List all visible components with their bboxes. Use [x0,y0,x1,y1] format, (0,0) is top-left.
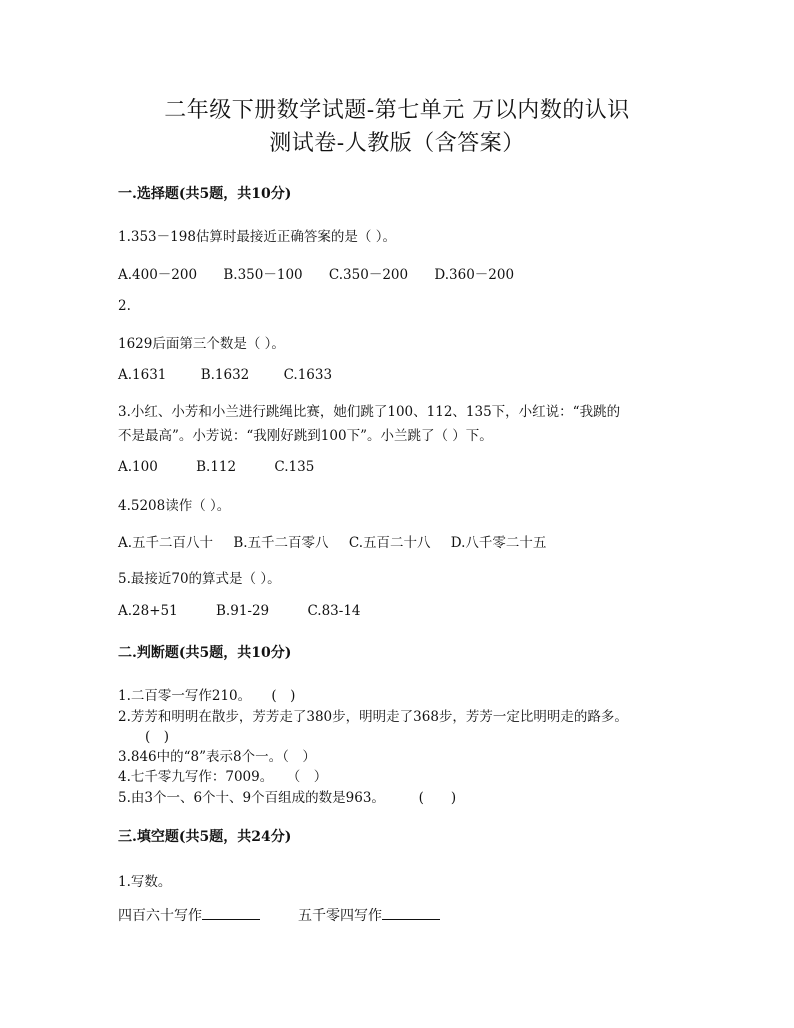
option-c: C.83-14 [307,603,361,619]
option-a: A.1631 [118,367,167,383]
document-title-line1: 二年级下册数学试题-第七单元 万以内数的认识 [164,98,630,123]
option-a: A.五千二百八十 [118,535,214,551]
option-b: B.五千二百零八 [233,535,329,551]
fill-question-1-text: 1.写数。 [118,874,172,890]
question-1-text: 1.353－198估算时最接近正确答案的是（ ）。 [118,229,396,245]
answer-blank-2[interactable] [382,905,440,920]
question-4-options [118,531,568,551]
question-3-line2: 不是最高”。小芳说：“我刚好跳到100下”。小兰跳了（ ）下。 [118,428,493,444]
fill-label-2: 五千零四写作 [298,908,382,924]
fill-label-1: 四百六十写作 [118,908,202,924]
question-4-text: 4.5208读作（ ）。 [118,498,231,514]
option-b: B.1632 [200,367,250,383]
document-title-line2: 测试卷-人教版（含答案） [269,131,525,156]
question-2-number: 2. [118,298,131,314]
judge-item-4: 4.七千零九写作：7009。 （ ） [118,769,328,785]
question-3-options [118,459,336,475]
option-a: A.28+51 [118,603,178,619]
section1-heading: 一.选择题(共5题，共10分) [118,186,292,202]
option-c: C.350－200 [328,267,409,283]
option-d: D.八千零二十五 [450,535,547,551]
judge-item-3: 3.846中的“8”表示8个一。（ ） [118,749,316,765]
question-2-options [118,367,354,383]
section3-heading: 三.填空题(共5题，共24分) [118,829,292,845]
option-a: A.100 [118,459,158,475]
judge-item-2: 2.芳芳和明明在散步，芳芳走了380步，明明走了368步，芳芳一定比明明走的路多。 [118,709,628,725]
option-c: C.135 [274,459,315,475]
judge-item-5: 5.由3个一、6个十、9个百组成的数是963。 ( ) [118,790,457,806]
judge-item-2-bracket: ( ) [118,729,170,745]
option-b: B.91-29 [216,603,270,619]
section2-heading: 二.判断题(共5题，共10分) [118,645,292,661]
question-1-options [118,263,536,283]
question-5-options [118,603,383,619]
option-d: D.360－200 [434,267,515,283]
option-a: A.400－200 [118,267,198,283]
option-b: B.350－100 [223,267,303,283]
judge-item-1: 1.二百零一写作210。 ( ) [118,688,296,704]
question-2-text: 1629后面第三个数是（ ）。 [118,336,285,352]
question-3-line1: 3.小红、小芳和小兰进行跳绳比赛，她们跳了100、112、135下，小红说：“我跳的 [118,404,621,420]
question-5-text: 5.最接近70的算式是（ ）。 [118,571,281,587]
answer-blank-1[interactable] [202,905,260,920]
option-c: C.五百二十八 [348,535,431,551]
option-b: B.112 [196,459,237,475]
option-c: C.1633 [283,367,333,383]
fill-question-1-blanks [118,905,440,925]
